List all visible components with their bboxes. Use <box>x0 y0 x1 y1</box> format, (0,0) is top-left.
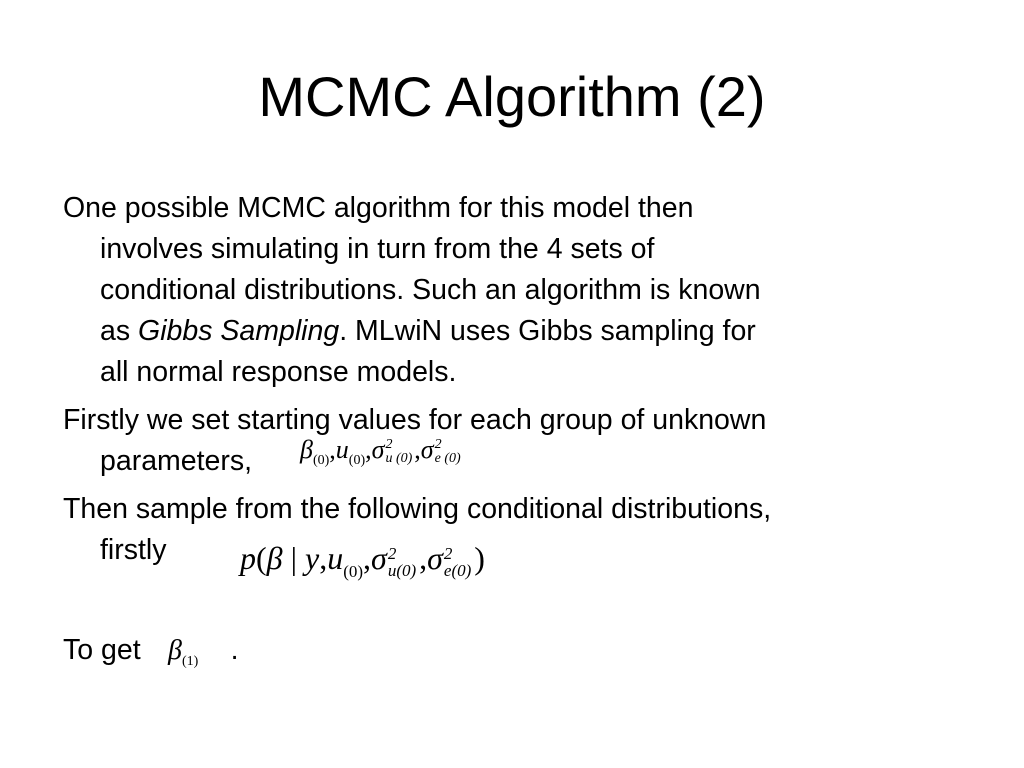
text-line: all normal response models. <box>100 356 457 388</box>
math-subscript-letter: e <box>443 560 452 580</box>
paragraph-gibbs-intro <box>63 188 943 393</box>
math-supsub <box>385 438 412 466</box>
math-sigma: σ <box>371 435 385 464</box>
math-subscript-index: (0) <box>396 560 417 580</box>
math-close-paren: ) <box>474 540 485 576</box>
math-superscript: 2 <box>443 543 453 563</box>
math-superscript: 2 <box>387 543 397 563</box>
math-subscript-index: (0) <box>395 451 413 467</box>
math-superscript: 2 <box>385 437 393 453</box>
slide-title: MCMC Algorithm (2) <box>258 65 766 128</box>
emphasis-gibbs-sampling: Gibbs Sampling <box>138 315 340 347</box>
math-open-paren: ( <box>256 540 267 576</box>
math-comma: , <box>329 435 336 464</box>
text-line: parameters, <box>100 445 253 477</box>
math-superscript: 2 <box>434 437 442 453</box>
math-u: u <box>327 540 344 576</box>
math-comma: , <box>419 540 428 576</box>
text-line-gibbs <box>63 311 943 352</box>
math-comma: , <box>414 435 421 464</box>
math-sigma: σ <box>427 540 443 576</box>
text-line: involves simulating in turn from the 4 sets of <box>100 233 655 265</box>
math-subscript <box>435 452 461 466</box>
math-subscript-letter: e <box>434 451 441 467</box>
text-fragment: To get <box>63 634 141 666</box>
text-fragment-period: . <box>230 634 239 666</box>
text-line: One possible MCMC algorithm for this model then <box>63 192 694 224</box>
math-beta: β <box>266 540 283 576</box>
formula-starting-values <box>300 434 463 477</box>
formula-conditional-distribution <box>240 536 485 594</box>
math-subscript-letter: u <box>385 451 393 467</box>
math-p: p <box>240 540 256 576</box>
math-subscript <box>385 452 412 466</box>
math-sigma: σ <box>420 435 434 464</box>
paragraph-starting-values <box>63 400 943 482</box>
text-fragment: as <box>100 315 139 347</box>
math-bar: | <box>290 540 297 576</box>
math-supsub <box>435 438 461 466</box>
math-subscript-letter: u <box>387 560 397 580</box>
math-supsub <box>388 545 416 579</box>
math-comma: , <box>365 435 372 464</box>
math-supsub <box>444 545 471 579</box>
math-sigma: σ <box>371 540 387 576</box>
text-line: Firstly we set starting values for each group of unknown <box>63 404 767 436</box>
math-subscript: (0) <box>343 562 364 581</box>
math-subscript <box>388 562 416 579</box>
math-subscript: (1) <box>181 654 199 669</box>
text-line: firstly <box>100 534 167 566</box>
math-subscript: (0) <box>312 453 330 468</box>
math-beta: β <box>300 435 313 464</box>
math-beta: β <box>168 635 182 666</box>
formula-beta-one <box>168 633 198 680</box>
math-subscript-index: (0) <box>444 451 461 467</box>
text-line: conditional distributions. Such an algorithm is known <box>100 274 761 306</box>
text-fragment: . MLwiN uses Gibbs sampling for <box>339 315 756 347</box>
math-subscript <box>444 562 471 579</box>
math-subscript-index: (0) <box>451 560 472 580</box>
math-comma: , <box>319 540 328 576</box>
math-comma: , <box>363 540 372 576</box>
paragraph-conditional <box>63 489 943 571</box>
math-y: y <box>305 540 320 576</box>
math-u: u <box>335 435 349 464</box>
math-subscript: (0) <box>348 453 366 468</box>
text-line: Then sample from the following conditional distributions, <box>63 493 772 525</box>
